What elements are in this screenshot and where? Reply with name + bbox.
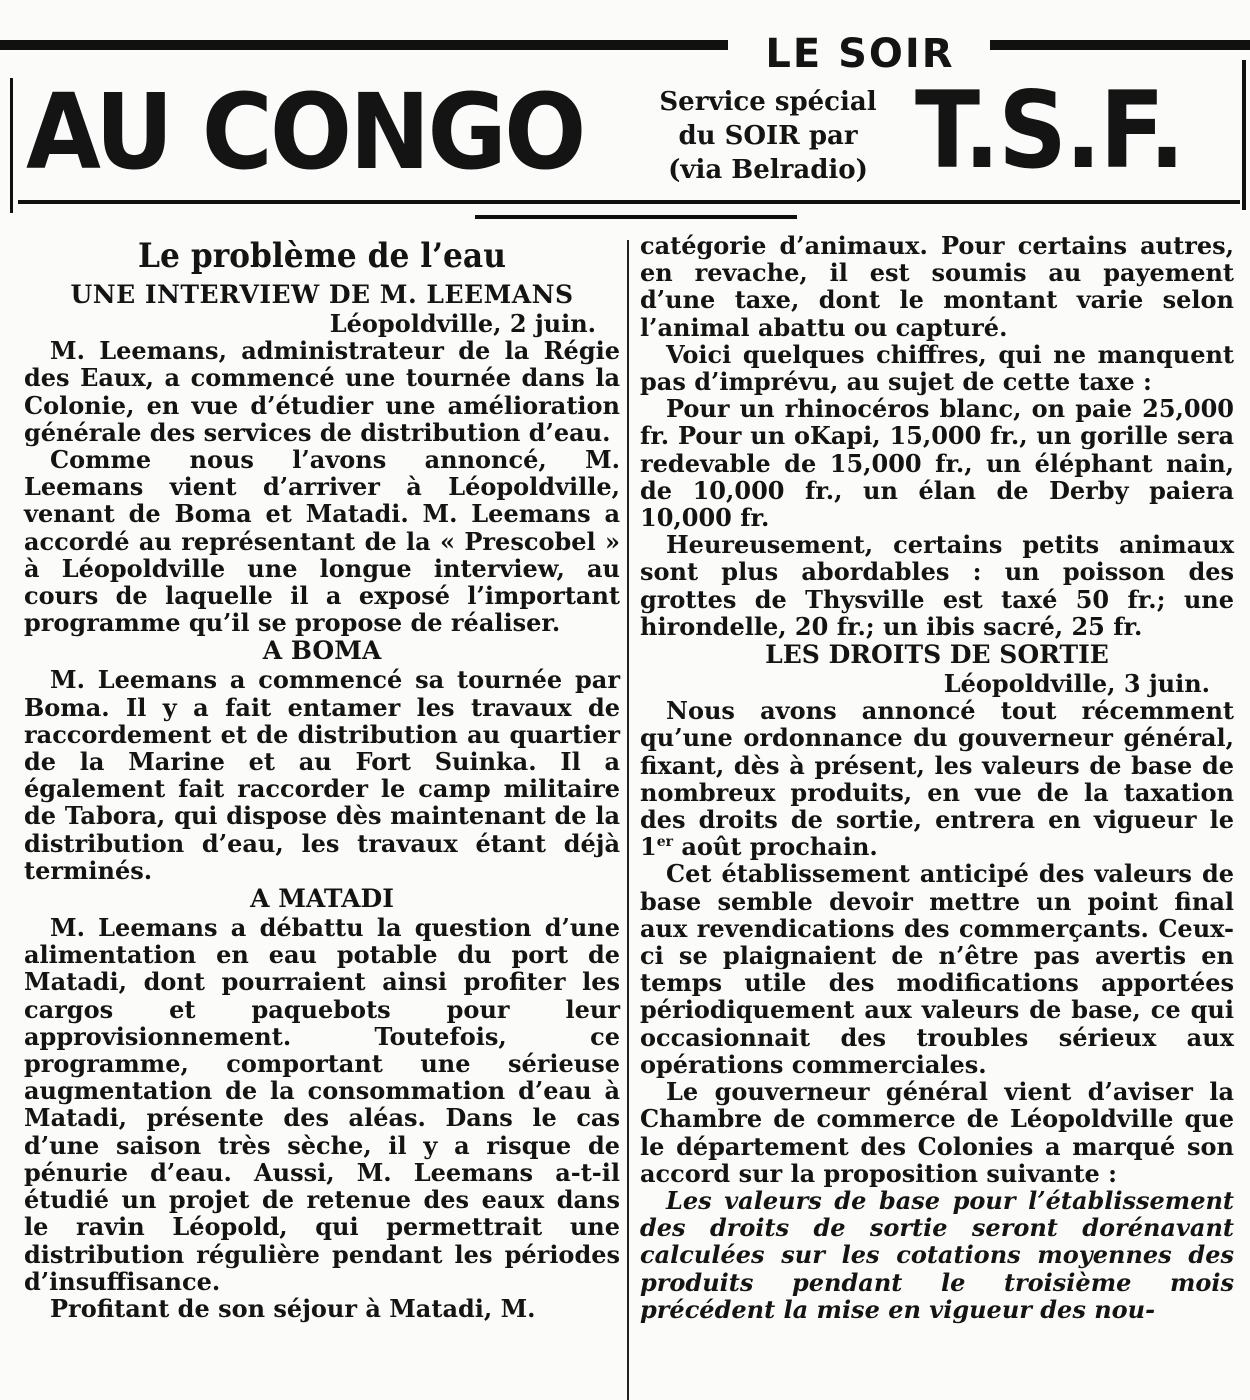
section-heading: A BOMA bbox=[262, 636, 382, 666]
dateline: Léopoldville, 2 juin. bbox=[329, 309, 596, 338]
paragraph: Comme nous l’avons annoncé, M. Leemans vient d’arriver à Léopoldville, venant de Boma et Matadi. M. Leemans a accordé au représentant de la « Prescobel » à Léopoldville une longue interview, au cours de laquelle il a exposé l’important programme qu’il se propose de réaliser. bbox=[24, 445, 620, 638]
service-line-1: Service spécial bbox=[659, 87, 877, 117]
paragraph: M. Leemans, administrateur de la Régie des Eaux, a commencé une tournée dans la Colonie, en vue d’étudier une amélioration générale des services de distribution d’eau. bbox=[24, 336, 620, 447]
paragraph: Les valeurs de base pour l’établissement des droits de sortie seront dorénavant calculées sur les cotations moyennes des produits pendant le troisième mois précédent la mise en vigueur des nou- bbox=[640, 1185, 1234, 1324]
paragraph-text: Nous avons annoncé tout récemment qu’une ordonnance du gouverneur général, fixant, dès à présent, les valeurs de base de nombreux produits, en vue de la taxation des droits de sortie, entrera en vigueur le 1 bbox=[640, 696, 1234, 862]
service-notice bbox=[632, 85, 904, 187]
paragraph: Profitant de son séjour à Matadi, M. bbox=[50, 1293, 536, 1323]
right-border bbox=[1242, 60, 1246, 210]
column-divider bbox=[627, 240, 629, 1400]
paragraph: Voici quelques chiffres, qui ne manquent pas d’imprévu, au sujet de cette taxe : bbox=[640, 339, 1234, 397]
paragraph: Le gouverneur général vient d’aviser la Chambre de commerce de Léopoldville que le département des Colonies a marqué son accord sur la proposition suivante : bbox=[640, 1077, 1234, 1188]
left-border bbox=[10, 78, 13, 213]
service-line-3: (via Belradio) bbox=[668, 155, 868, 185]
brand-name: LE SOIR bbox=[765, 31, 955, 77]
superscript: er bbox=[656, 834, 673, 851]
paragraph: Cet établissement anticipé des valeurs de base semble devoir mettre un point final aux revendications des commerçants. Ceux-ci se plaignaient de n’être pas avertis en temps utile des modifications apportées périodiquement aux valeurs de base, ce qui occasionnait des troubles sérieux aux opérations commerciales. bbox=[640, 859, 1234, 1079]
section-heading: LES DROITS DE SORTIE bbox=[765, 640, 1109, 670]
paragraph: M. Leemans a débattu la question d’une alimentation en eau potable du port de Matadi, dont pourraient ainsi profiter les cargos et paquebots pour leur approvisionnement. Toutefois, ce programme, comportant une sérieuse augmentation de la consommation d’eau à Matadi, présente des aléas. Dans le cas d’une saison très sèche, il y a risque de pénurie d’eau. Aussi, M. Leemans a-t-il étudié un projet de retenue des eaux dans le ravin Léopold, qui permettrait une distribution régulière pendant les périodes d’insuffisance. bbox=[24, 913, 620, 1296]
paragraph: Heureusement, certains petits animaux sont plus abordables : un poisson des grottes de Thysville est taxé 50 fr.; une hirondelle, 20 fr.; un ibis sacré, 25 fr. bbox=[640, 530, 1234, 641]
article-subhead: UNE INTERVIEW DE M. LEEMANS bbox=[70, 280, 574, 309]
article-headline: Le problème de l’eau bbox=[138, 236, 506, 276]
paragraph bbox=[640, 697, 1234, 860]
short-rule bbox=[475, 215, 797, 219]
paragraph-text: août prochain. bbox=[673, 832, 878, 862]
service-line-2: du SOIR par bbox=[678, 121, 858, 151]
dateline: Léopoldville, 3 juin. bbox=[943, 669, 1210, 699]
paragraph: Pour un rhinocéros blanc, on paie 25,000 fr. Pour un oKapi, 15,000 fr., un gorille sera redevable de 15,000 fr., un éléphant nain, de 10,000 fr., un élan de Derby paiera 10,000 fr. bbox=[640, 394, 1234, 533]
section-heading: A MATADI bbox=[250, 884, 394, 914]
masthead-rule bbox=[18, 200, 1240, 204]
left-column bbox=[24, 232, 620, 1322]
paragraph: catégorie d’animaux. Pour certains autres, en revache, il est soumis au payement d’une taxe, dont le montant varie selon l’animal abattu ou capturé. bbox=[640, 231, 1234, 342]
paragraph: M. Leemans a commencé sa tournée par Boma. Il y a fait entamer les travaux de raccordement et de distribution au quartier de la Marine et au Fort Suinka. Il a également fait raccorder le camp militaire de Tabora, qui dispose dès maintenant de la distribution d’eau, les travaux étant déjà terminés. bbox=[24, 665, 620, 885]
title-right: T.S.F. bbox=[915, 69, 1184, 192]
title-left: AU CONGO bbox=[26, 71, 584, 193]
top-rule bbox=[0, 40, 1250, 50]
right-column bbox=[640, 232, 1234, 1323]
